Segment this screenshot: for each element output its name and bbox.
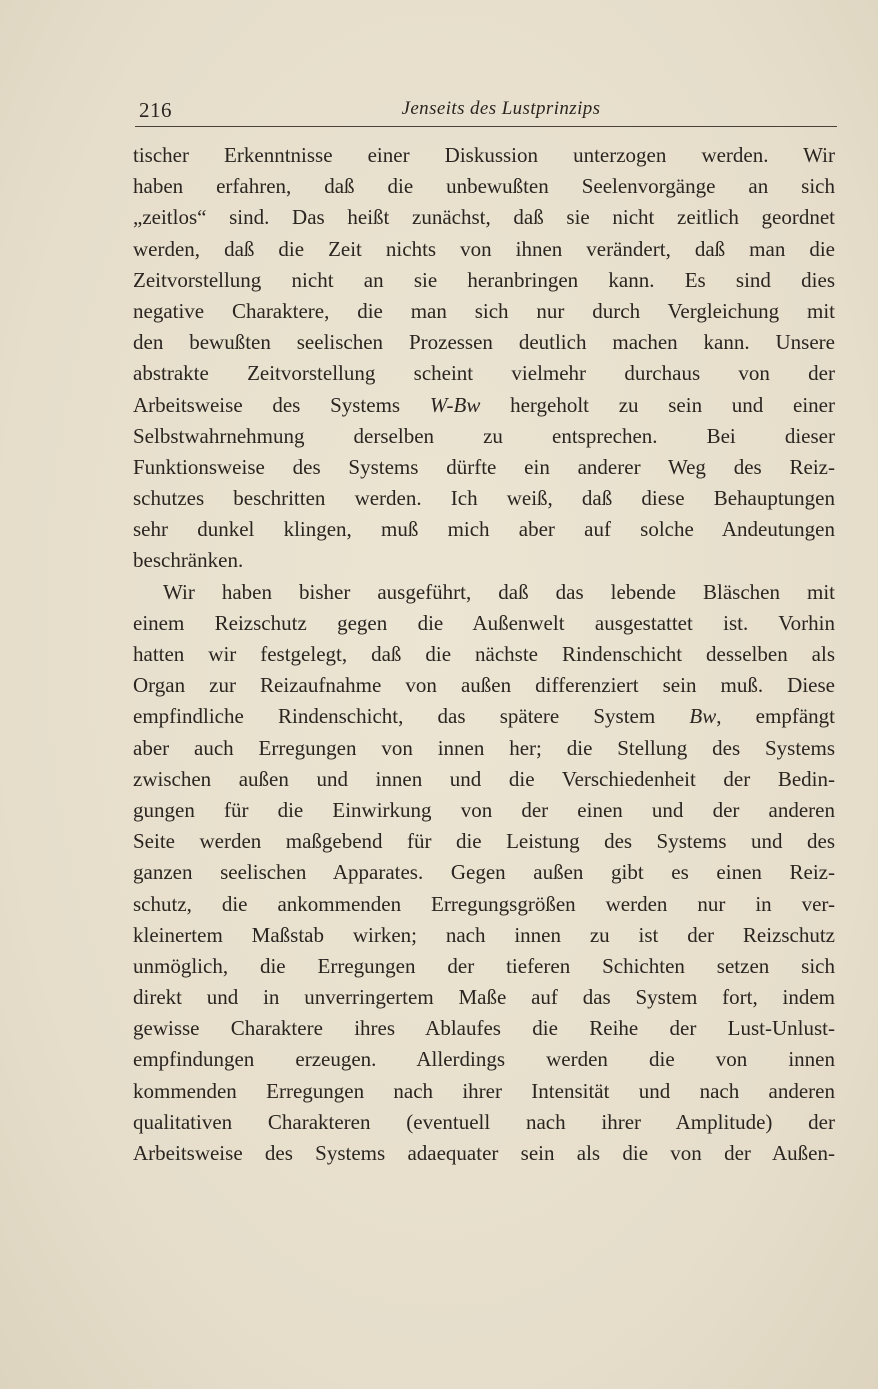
page-header bbox=[135, 96, 837, 127]
text-line: werden, daß die Zeit nichts von ihnen verändert, daß man die bbox=[133, 236, 835, 261]
text-line: Zeitvorstellung nicht an sie heranbringen kann. Es sind dies bbox=[133, 267, 835, 292]
text-line: schutzes beschritten werden. Ich weiß, daß diese Behauptungen bbox=[133, 486, 835, 511]
text-line: Wir haben bisher ausgeführt, daß das lebende Bläschen mit bbox=[163, 579, 835, 604]
text-segment: empfindliche Rindenschicht, das spätere System bbox=[133, 704, 690, 729]
text-line: direkt und in unverringertem Maße auf das System fort, indem bbox=[133, 985, 835, 1010]
page-number: 216 bbox=[139, 98, 172, 122]
text-line: schutz, die ankommenden Erregungsgrößen werden nur in ver- bbox=[133, 891, 835, 916]
text-line: sehr dunkel klingen, muß mich aber auf solche Andeutungen bbox=[133, 517, 835, 542]
text-line: gungen für die Einwirkung von der einen und der anderen bbox=[133, 797, 835, 822]
text-line: Seite werden maßgebend für die Leistung des Systems und des bbox=[133, 829, 835, 854]
text-line: Selbstwahrnehmung derselben zu entsprechen. Bei dieser bbox=[133, 423, 835, 448]
text-line: empfindungen erzeugen. Allerdings werden die von innen bbox=[133, 1047, 835, 1072]
text-line bbox=[133, 390, 835, 421]
text-line: aber auch Erregungen von innen her; die Stellung des Systems bbox=[133, 735, 835, 760]
text-line bbox=[133, 701, 835, 732]
system-abbreviation-bw: Bw bbox=[689, 704, 717, 729]
text-line: haben erfahren, daß die unbewußten Seelenvorgänge an sich bbox=[133, 174, 835, 199]
text-line: gewisse Charaktere ihres Ablaufes die Reihe der Lust-Unlust- bbox=[133, 1016, 835, 1041]
text-line: unmöglich, die Erregungen der tieferen Schichten setzen sich bbox=[133, 953, 835, 978]
text-line: zwischen außen und innen und die Verschiedenheit der Bedin- bbox=[133, 766, 835, 791]
text-line: kleinertem Maßstab wirken; nach innen zu ist der Reizschutz bbox=[133, 922, 835, 947]
text-line: kommenden Erregungen nach ihrer Intensität und nach anderen bbox=[133, 1078, 835, 1103]
text-line: „zeitlos“ sind. Das heißt zunächst, daß sie nicht zeitlich geordnet bbox=[133, 205, 835, 230]
text-line: Funktionsweise des Systems dürfte ein anderer Weg des Reiz- bbox=[133, 454, 835, 479]
text-line: beschränken. bbox=[133, 548, 244, 573]
text-line: hatten wir festgelegt, daß die nächste Rindenschicht desselben als bbox=[133, 642, 835, 666]
body-text bbox=[133, 140, 835, 1169]
text-line: den bewußten seelischen Prozessen deutlich machen kann. Unsere bbox=[133, 330, 835, 355]
text-line: ganzen seelischen Apparates. Gegen außen gibt es einen Reiz- bbox=[133, 860, 835, 885]
text-line: abstrakte Zeitvorstellung scheint vielmehr durchaus von der bbox=[133, 361, 835, 386]
running-title: Jenseits des Lustprinzips bbox=[401, 98, 601, 119]
text-line: Organ zur Reizaufnahme von außen differenziert sein muß. Diese bbox=[133, 673, 835, 698]
text-line: tischer Erkenntnisse einer Diskussion unterzogen werden. Wir bbox=[133, 143, 835, 167]
text-line: negative Charaktere, die man sich nur durch Vergleichung mit bbox=[133, 298, 835, 323]
text-line: einem Reizschutz gegen die Außenwelt ausgestattet ist. Vorhin bbox=[133, 610, 835, 635]
text-segment: Arbeitsweise des Systems bbox=[133, 392, 430, 417]
text-segment: , empfängt bbox=[716, 704, 835, 729]
system-abbreviation-w-bw: W-Bw bbox=[429, 392, 481, 417]
text-line: Arbeitsweise des Systems adaequater sein als die von der Außen- bbox=[133, 1141, 835, 1165]
text-line: qualitativen Charakteren (eventuell nach ihrer Amplitude) der bbox=[133, 1109, 835, 1134]
text-segment: hergeholt zu sein und einer bbox=[480, 392, 835, 417]
